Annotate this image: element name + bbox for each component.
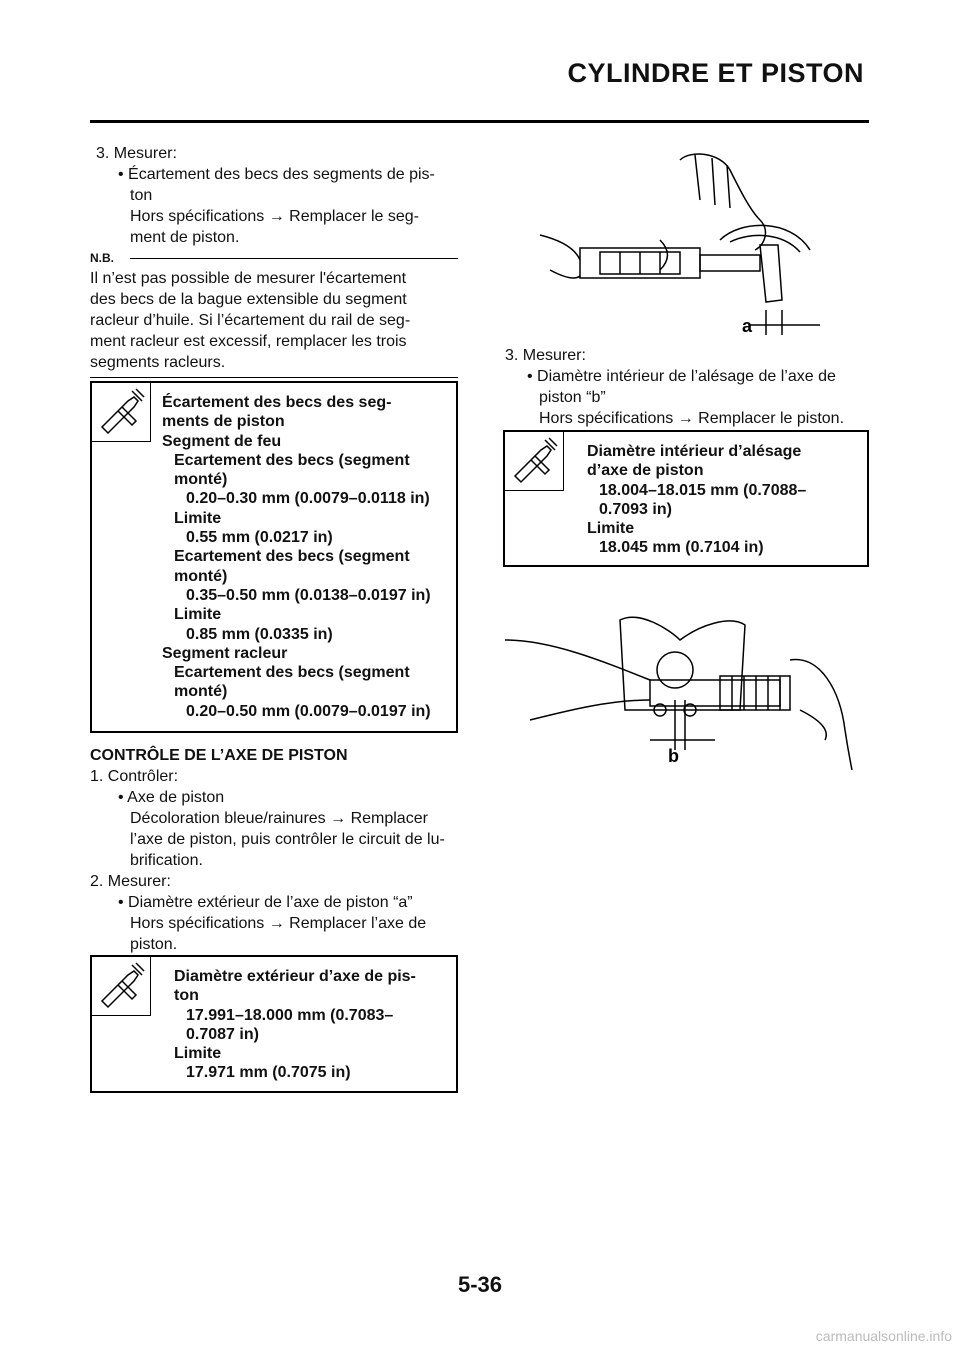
spec-title: Écartement des becs des seg- xyxy=(162,394,392,411)
spec-box-ring-gap: Écartement des becs des seg- ments de piston Segment de feu Ecartement des becs (segment monté) 0.20–0.30 mm (0.0079–0.0118 in) Limite 0.55 mm (0.0217 in) Ecartement des becs (segment monté) 0.35–0.50 mm (0.0138–0.0197 in) Limite 0.85 mm (0.0335 in) Segment racleur Ecartement des becs (segment monté) 0.20–0.50 mm (0.0079–0.0197 in) xyxy=(90,381,458,733)
step-label: 3. Mesurer: xyxy=(96,145,177,162)
spec-box-pin-od: Diamètre extérieur d’axe de pis- ton 17.991–18.000 mm (0.7083– 0.7087 in) Limite 17.971 mm (0.7075 in) xyxy=(90,955,458,1093)
caliper-icon xyxy=(92,957,151,1016)
section-title: CONTRÔLE DE L’AXE DE PISTON xyxy=(90,747,348,764)
page-title: CYLINDRE ET PISTON xyxy=(567,58,864,88)
label-a: a xyxy=(742,316,753,336)
caliper-icon xyxy=(505,432,564,491)
measure-bore-step: 3. Mesurer: • Diamètre intérieur de l’alésage de l’axe de piston “b” Hors spécifications → Remplacer le piston. xyxy=(505,347,845,427)
measure-step-3 xyxy=(96,143,466,248)
page-number: 5-36 xyxy=(457,1272,503,1297)
note-end-rule xyxy=(90,377,458,378)
bore-gauge-illustration xyxy=(500,600,860,780)
caliper-icon xyxy=(92,383,151,442)
header-rule xyxy=(90,120,869,123)
bullet-item: • Écartement des becs des segments de pis- ton Hors spécifications → Remplacer le seg- ment de piston. xyxy=(118,166,435,246)
note-rule xyxy=(130,258,458,259)
top-ring-label: Segment de feu xyxy=(162,432,282,450)
watermark: carmanualsonline.info xyxy=(815,1328,952,1344)
note-label: N.B. xyxy=(90,251,114,265)
oil-ring-label: Segment racleur xyxy=(162,644,288,662)
spec-value: 0.20–0.30 mm (0.0079–0.0118 in) xyxy=(186,490,430,508)
label-b: b xyxy=(668,746,679,766)
piston-pin-section: CONTRÔLE DE L’AXE DE PISTON 1. Contrôler: • Axe de piston Décoloration bleue/rainures → Remplacer l’axe de piston, puis contrôler le circuit de lu- brification. 2. Mesurer: • Diamètre extérieur de l’axe de piston “a” Hors spécifications → Remplacer l’axe de piston. xyxy=(90,745,462,955)
spec-box-pin-bore: Diamètre intérieur d’alésage d’axe de piston 18.004–18.015 mm (0.7088– 0.7093 in) Limite 18.045 mm (0.7104 in) xyxy=(503,430,869,567)
micrometer-illustration xyxy=(520,140,840,340)
note-text: Il n’est pas possible de mesurer l'écartement des becs de la bague extensible du segment racleur d’huile. Si l’écartement du rail de seg- ment racleur est excessif, remplacer les trois segments racleurs. xyxy=(90,270,411,371)
